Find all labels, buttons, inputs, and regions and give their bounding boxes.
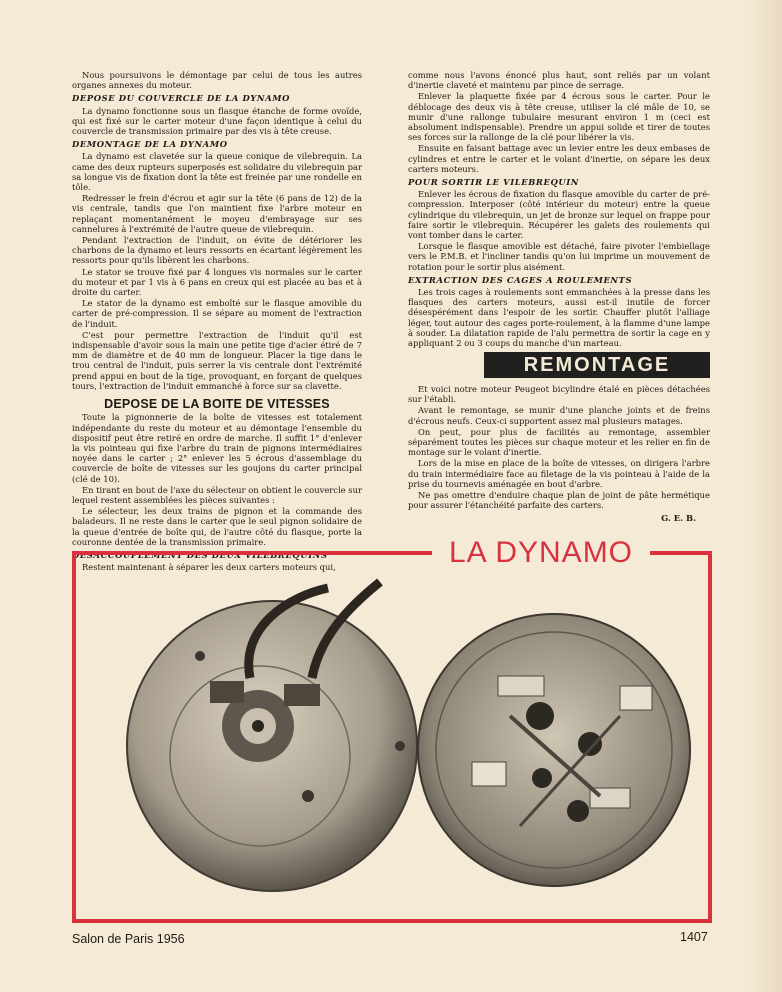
paragraph: En tirant en bout de l'axe du sélecteur on obtient le couvercle sur lequel restent assemblées les pièces suivantes : <box>72 484 362 505</box>
section-title-cages: EXTRACTION DES CAGES A ROULEMENTS <box>408 274 633 285</box>
paragraph: Le stator de la dynamo est emboîté sur le flasque amovible du carter de pré-compression. Il se sépare au moment de l'extraction de l'induit. <box>72 298 362 329</box>
remontage-section <box>408 384 710 524</box>
paragraph: Toute la pignonnerie de la boîte de vitesses est totalement indépendante du reste du moteur et au démontage l'ensemble du dispositif peut être retiré en ordre de marche. Il suffit 1° d'enlever la vis pointeau qui fixe l'arbre du train de pignons intermédiaires noyée dans le carter ; 2° enlever les 5 écrous d'assemblage du couvercle de boîte de vitesses sur les goujons du carter principal (clé de 10). <box>72 412 362 484</box>
author-signature: G. E. B. <box>661 513 696 524</box>
dynamo-photos <box>80 566 708 914</box>
page-number: 1407 <box>680 930 708 944</box>
paragraph: Et voici notre moteur Peugeot bicylindre étalé en pièces détachées sur l'établi. <box>408 384 710 405</box>
paragraph: Les trois cages à roulements sont emmanchées à la presse dans les flasques des carters moteurs, aussi est-il inutile de forcer désespérément dans l'espoir de les sortir. Chauffer plutôt l'alliage léger, tout autour des cages porte-roulement, à la flamme d'une lampe à souder. La dilatation rapide de l'alu permettra de sortir la cage en y appliquant 2 ou 3 coups du manche d'un marteau. <box>408 287 710 349</box>
rotor-photo <box>418 614 690 886</box>
paragraph: Lorsque le flasque amovible est détaché, faire pivoter l'embiellage vers le P.M.B. et l'incliner tandis qu'on lui imprime un mouvement de rotation pour le sortir plus aisément. <box>408 241 710 272</box>
paragraph: Ensuite en faisant battage avec un levier entre les deux embases de cylindres et entre le carter et le volant d'inertie, on sépare les deux carters moteurs. <box>408 143 710 174</box>
paragraph: Redresser le frein d'écrou et agir sur la tête (6 pans de 12) de la vis centrale, tandis que l'on maintient fixe l'arbre moteur en replaçant momentanément le moyeu d'embrayage sur ses cannelures à l'extrémité de l'autre queue de vilebrequin. <box>72 193 362 234</box>
section-title-couvercle: DEPOSE DU COUVERCLE DE LA DYNAMO <box>72 93 291 104</box>
frame-top-left-rule <box>72 551 436 555</box>
paragraph: La dynamo fonctionne sous un flasque étanche de forme ovoïde, qui est fixé sur le carter moteur d'une façon identique à celui du couvercle de transmission primaire par des vis à tête creuse. <box>72 105 362 137</box>
paragraph: La dynamo est clavetée sur la queue conique de vilebrequin. La came des deux rupteurs superposés est solidaire du vilebrequin par sa longue vis de fixation dont la tête est freinée par une rondelle en tôle. <box>72 151 362 193</box>
page-spine-shadow <box>748 0 782 992</box>
paragraph: On peut, pour plus de facilités au remontage, assembler séparément toutes les pièces sur chaque moteur et les relier en fin de montage sur le volant d'inertie. <box>408 426 710 458</box>
frame-top-right-rule <box>648 551 712 555</box>
intro-paragraph: Nous poursuivons le démontage par celui de tous les autres organes annexes du moteur. <box>72 70 362 91</box>
frame-right-rule <box>708 551 712 923</box>
right-column <box>408 70 710 349</box>
dynamo-title: LA DYNAMO <box>432 536 650 570</box>
remontage-heading: REMONTAGE <box>484 352 710 378</box>
paragraph: Ne pas omettre d'enduire chaque plan de joint de pâte hermétique pour assurer l'étanchéité parfaite des carters. <box>408 490 710 511</box>
frame-bottom-rule <box>72 919 712 923</box>
paragraph: Lors de la mise en place de la boîte de vitesses, on dirigera l'arbre du train intermédiaire face au filetage de la vis pointeau à l'aide de la prise du tournevis aménagée en bout d'arbre. <box>408 458 710 489</box>
paragraph: Avant le remontage, se munir d'une planche joints et de freins d'écrous neufs. Ceux-ci supportent assez mal plusieurs matages. <box>408 405 710 426</box>
stator-photo <box>127 582 417 891</box>
paragraph: Enlever la plaquette fixée par 4 écrous sous le carter. Pour le déblocage des deux vis à tête creuse, utiliser la clé mâle de 10, se munir d'une rallonge tubulaire mesurant environ 1 m (ceci est absolument indispensable). Prendre un appui solide et tirer de toutes ses forces sur la rallonge de la clé pour libérer la vis. <box>408 91 710 143</box>
paragraph: C'est pour permettre l'extraction de l'induit qu'il est indispensable d'avoir sous la main une petite tige d'acier étiré de 7 mm de diamètre et de 40 mm de longueur. Placer la tige dans le trou central de l'induit, puis serrer la vis centrale dont l'extrémité prend appui en bout de la tige, provoquant, en forçant de quelques tours, l'extraction de l'induit emmanché à force sur sa clavette. <box>72 329 362 391</box>
footer-publication: Salon de Paris 1956 <box>72 932 185 946</box>
frame-left-rule <box>72 551 76 923</box>
section-title-demontage: DEMONTAGE DE LA DYNAMO <box>72 139 228 150</box>
section-title-vilebrequin: POUR SORTIR LE VILEBREQUIN <box>408 177 580 188</box>
left-column <box>72 70 362 573</box>
paragraph: Restent maintenant à séparer les deux carters moteurs qui, <box>82 562 336 573</box>
paragraph: Enlever les écrous de fixation du flasque amovible du carter de pré-compression. Interposer (côté intérieur du moteur) entre la queue cylindrique du vilebrequin, un jet de bronze sur lequel on frappe pour faire sortir le vilebrequin. Récupérer les galets des roulements qui vont tomber dans le carter. <box>408 189 710 241</box>
section-title-boite-vitesses: DEPOSE DE LA BOITE DE VITESSES <box>104 397 330 412</box>
paragraph: Pendant l'extraction de l'induit, on évite de détériorer les charbons de la dynamo et leurs ressorts en écartant légèrement les ressorts pour qu'ils libèrent les charbons. <box>72 235 362 266</box>
paragraph: Le stator se trouve fixé par 4 longues vis normales sur le carter du moteur et par 1 vis à 6 pans en creux qui est placée au bas et à droite du carter. <box>72 266 362 298</box>
paragraph: Le sélecteur, les deux trains de pignon et la commande des baladeurs. Il ne reste dans le carter que le seul pignon solidaire de la queue d'entrée de boîte qui, de l'autre côté du flasque, porte la couronne dentée de la transmission primaire. <box>72 506 362 547</box>
paragraph: comme nous l'avons énoncé plus haut, sont reliés par un volant d'inertie claveté et maintenu par pince de serrage. <box>408 70 710 91</box>
